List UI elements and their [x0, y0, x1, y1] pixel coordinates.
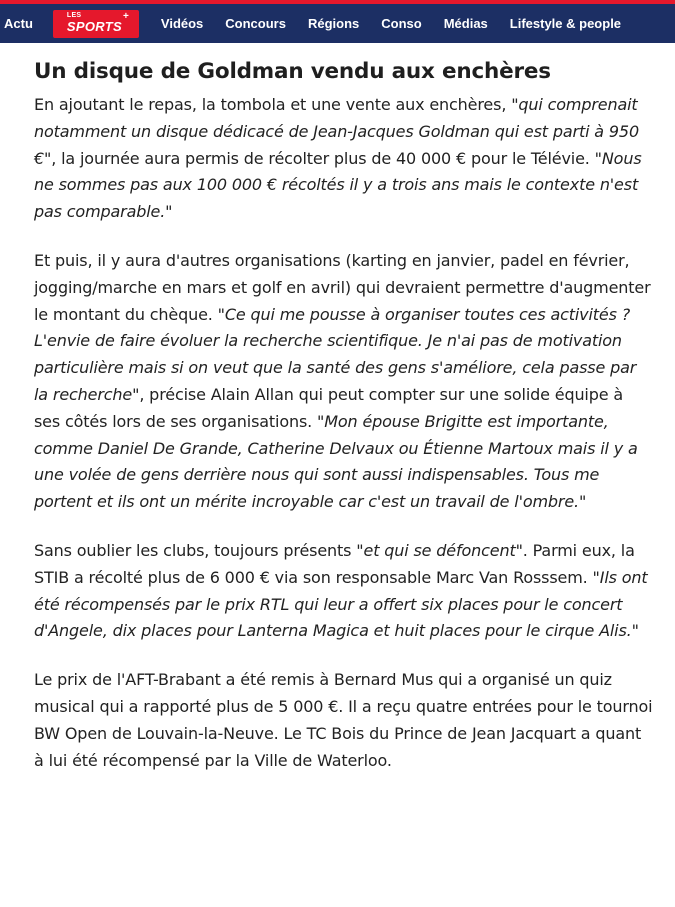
article-paragraph	[34, 538, 654, 645]
nav-item-conso[interactable]: Conso	[381, 16, 422, 31]
quote-text: "Mon épouse Brigitte est importante, comme Daniel De Grande, Catherine Delvaux ou Étienne Martoux mais il y a une volée de gens derrière nous qui sont aussi indispensables. Tous me portent et ils ont un mérite incroyable car c'est un travail de l'ombre."	[34, 411, 638, 512]
article-body	[0, 43, 654, 774]
logo-sports-text: SPORTS	[66, 18, 122, 34]
top-navigation	[0, 0, 675, 43]
body-text: Le prix de l'AFT-Brabant a été remis à Bernard Mus qui a organisé un quiz musical qui a rapporté plus de 5 000 €. Il a reçu quatre entrées pour le tournoi BW Open de Louvain-la-Neuve. Le TC Bois du Prince de Jean Jacquart a quant à lui été récompensé par la Ville de Waterloo.	[34, 670, 653, 770]
body-text: Sans oublier les clubs, toujours présents	[34, 540, 357, 560]
quote-text: "qui comprenait notamment un disque dédicacé de Jean-Jacques Goldman qui est parti à 950 €"	[34, 95, 639, 168]
nav-item-videos[interactable]: Vidéos	[160, 16, 204, 31]
body-text: , la journée aura permis de récolter plus de 40 000 € pour le Télévie.	[51, 148, 595, 168]
body-text: En ajoutant le repas, la tombola et une vente aux enchères,	[34, 95, 512, 114]
quote-text: "Ils ont été récompensés par le prix RTL qui leur a offert six places pour le concert d'Angele, dix places pour Lanterna Magica et huit places pour le cirque Alis."	[34, 567, 648, 641]
body-text: , précise Alain Allan qui peut compter sur une solide équipe à ses côtés lors de ses organisations.	[34, 384, 624, 431]
nav-item-actu[interactable]: Actu	[4, 16, 33, 31]
nav-item-regions[interactable]: Régions	[307, 16, 360, 31]
body-text: . Parmi eux, la STIB a récolté plus de 6 000 € via son responsable Marc Van Rosssem.	[34, 540, 635, 587]
nav-item-medias[interactable]: Médias	[443, 16, 488, 31]
logo-les-text: LES	[66, 11, 82, 19]
quote-text: "et qui se défoncent"	[356, 540, 523, 560]
article-paragraph	[34, 248, 654, 516]
quote-text: "Ce qui me pousse à organiser toutes ces activités ? L'envie de faire évoluer la recherche scientifique. Je n'ai pas de motivation particulière mais si on veut que la santé des gens s'améliore, cela passe par la recherche"	[34, 304, 637, 404]
logo-plus-icon: +	[123, 10, 129, 22]
nav-item-concours[interactable]: Concours	[225, 16, 286, 31]
les-sports-logo[interactable]	[53, 10, 139, 38]
article-paragraph	[34, 92, 654, 226]
article-subheading: Un disque de Goldman vendu aux enchères	[34, 59, 551, 84]
quote-text: "Nous ne sommes pas aux 100 000 € récoltés il y a trois ans mais le contexte n'est pas comparable."	[34, 148, 642, 222]
nav-item-lifestyle-people[interactable]: Lifestyle & people	[509, 16, 622, 31]
body-text: Et puis, il y aura d'autres organisations (karting en janvier, padel en février, jogging/marche en mars et golf en avril) qui devraient permettre d'augmenter le montant du chèque.	[34, 250, 651, 324]
article-paragraph	[34, 667, 654, 774]
article-paragraphs	[34, 92, 654, 774]
